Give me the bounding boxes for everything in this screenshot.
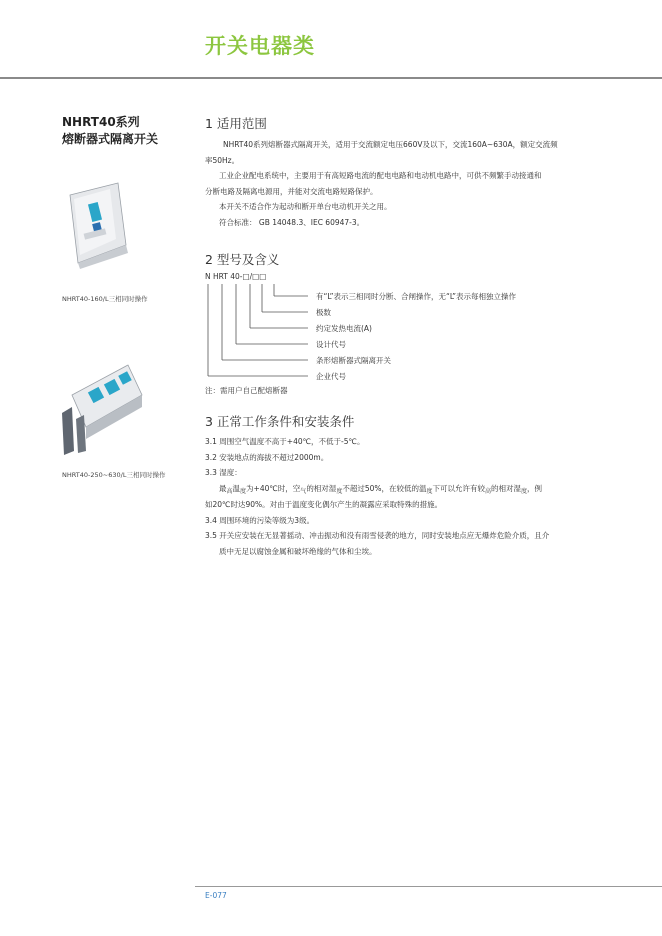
section1-p2-line1: 工业企业配电系统中，主要用于有高短路电流的配电电路和电动机电路中，可供不频繁手动接通和 (219, 171, 542, 180)
humidity-text: 下可以允许有较 (432, 483, 486, 493)
legend-item-operation: 有“L”表示三相同时分断、合闸操作，无“L”表示每相独立操作 (316, 292, 516, 301)
product-image-1 (60, 175, 135, 270)
section3-item-2: 3.2 安装地点的海拔不超过2000m。 (205, 452, 329, 462)
section1-p2-line2: 分断电路及隔离电源用，并能对交流电路短路保护。 (205, 186, 378, 196)
humidity-sub: 高 (226, 487, 233, 495)
humidity-text: 为+40℃时， (246, 483, 293, 493)
image-caption-2: NHRT40-250~630/L三相同时操作 (62, 471, 166, 479)
legend-item-current: 约定发热电流(A) (316, 324, 372, 333)
humidity-text: 最 (219, 483, 227, 493)
humidity-text: 空 (292, 483, 301, 493)
legend-item-poles: 极数 (316, 308, 331, 317)
product-title (62, 114, 158, 148)
humidity-sub: 度 (426, 487, 433, 495)
product-title-line1: NHRT40系列 (62, 115, 140, 129)
product-title-line2: 熔断器式隔离开关 (62, 132, 159, 146)
section3-item-5-line1: 3.5 开关应安装在无显著摇动、冲击振动和没有雨雪侵袭的地方，同时安装地点应无爆炸危险介质，且介 (205, 531, 550, 540)
legend-item-enterprise: 企业代号 (316, 372, 346, 381)
humidity-sub: 高 (485, 487, 492, 495)
device-160-illustration (70, 183, 128, 269)
legend-item-design: 设计代号 (316, 340, 346, 349)
humidity-text: 的相对湿 (491, 483, 522, 493)
humidity-text: 不超过50%，在较低的温 (342, 483, 427, 493)
header-divider (0, 77, 662, 79)
humidity-text: 的相对湿 (306, 483, 337, 493)
section3-item-4: 3.4 周围环境的污染等级为3级。 (205, 515, 315, 525)
section2-note: 注：需用户自己配熔断器 (205, 386, 288, 395)
category-title: 开关电器类 (205, 34, 315, 58)
humidity-sub: 度 (336, 487, 343, 495)
image-caption-1: NHRT40-160/L三相同时操作 (62, 295, 148, 303)
model-legend-lines (200, 282, 320, 382)
section3-title: 3 正常工作条件和安装条件 (205, 414, 355, 429)
section2-title: 2 型号及含义 (205, 252, 280, 267)
section1-title: 1 适用范围 (205, 116, 267, 131)
section3-item-3-line2: 如20℃时达90%。对由于温度变化偶尔产生的凝露应采取特殊的措施。 (205, 500, 443, 509)
humidity-sub: 度 (240, 487, 247, 495)
section3-item-3: 3.3 湿度： (205, 468, 242, 477)
section3-item-3-line1 (205, 481, 625, 498)
section3-item-1: 3.1 周围空气温度不高于+40℃，不低于-5℃。 (205, 437, 365, 446)
product-image-2 (58, 355, 148, 455)
section3-item-5-line2: 质中无足以腐蚀金属和破坏绝缘的气体和尘埃。 (219, 546, 377, 556)
section1-p4: 符合标准： GB 14048.3、IEC 60947-3。 (219, 217, 365, 227)
legend-item-type: 条形熔断器式隔离开关 (316, 356, 391, 365)
section3-body (205, 434, 625, 559)
section1-p3: 本开关不适合作为起动和断开单台电动机开关之用。 (219, 202, 392, 211)
humidity-sub: 气 (300, 487, 307, 495)
section1-p1-line1: NHRT40系列熔断器式隔离开关，适用于交流额定电压660V及以下，交流160A~630A，额定交流频 (223, 140, 558, 149)
humidity-sub: 度 (521, 487, 528, 495)
humidity-text: ，例 (527, 483, 543, 493)
section1-body (205, 137, 625, 230)
device-630-illustration (62, 365, 142, 455)
footer-divider (195, 886, 662, 887)
section1-p1-line2: 率50Hz。 (205, 155, 240, 165)
model-code: N HRT 40-□/□□ (205, 272, 267, 281)
humidity-text: 温 (232, 483, 241, 493)
page-number: E-077 (205, 891, 227, 900)
